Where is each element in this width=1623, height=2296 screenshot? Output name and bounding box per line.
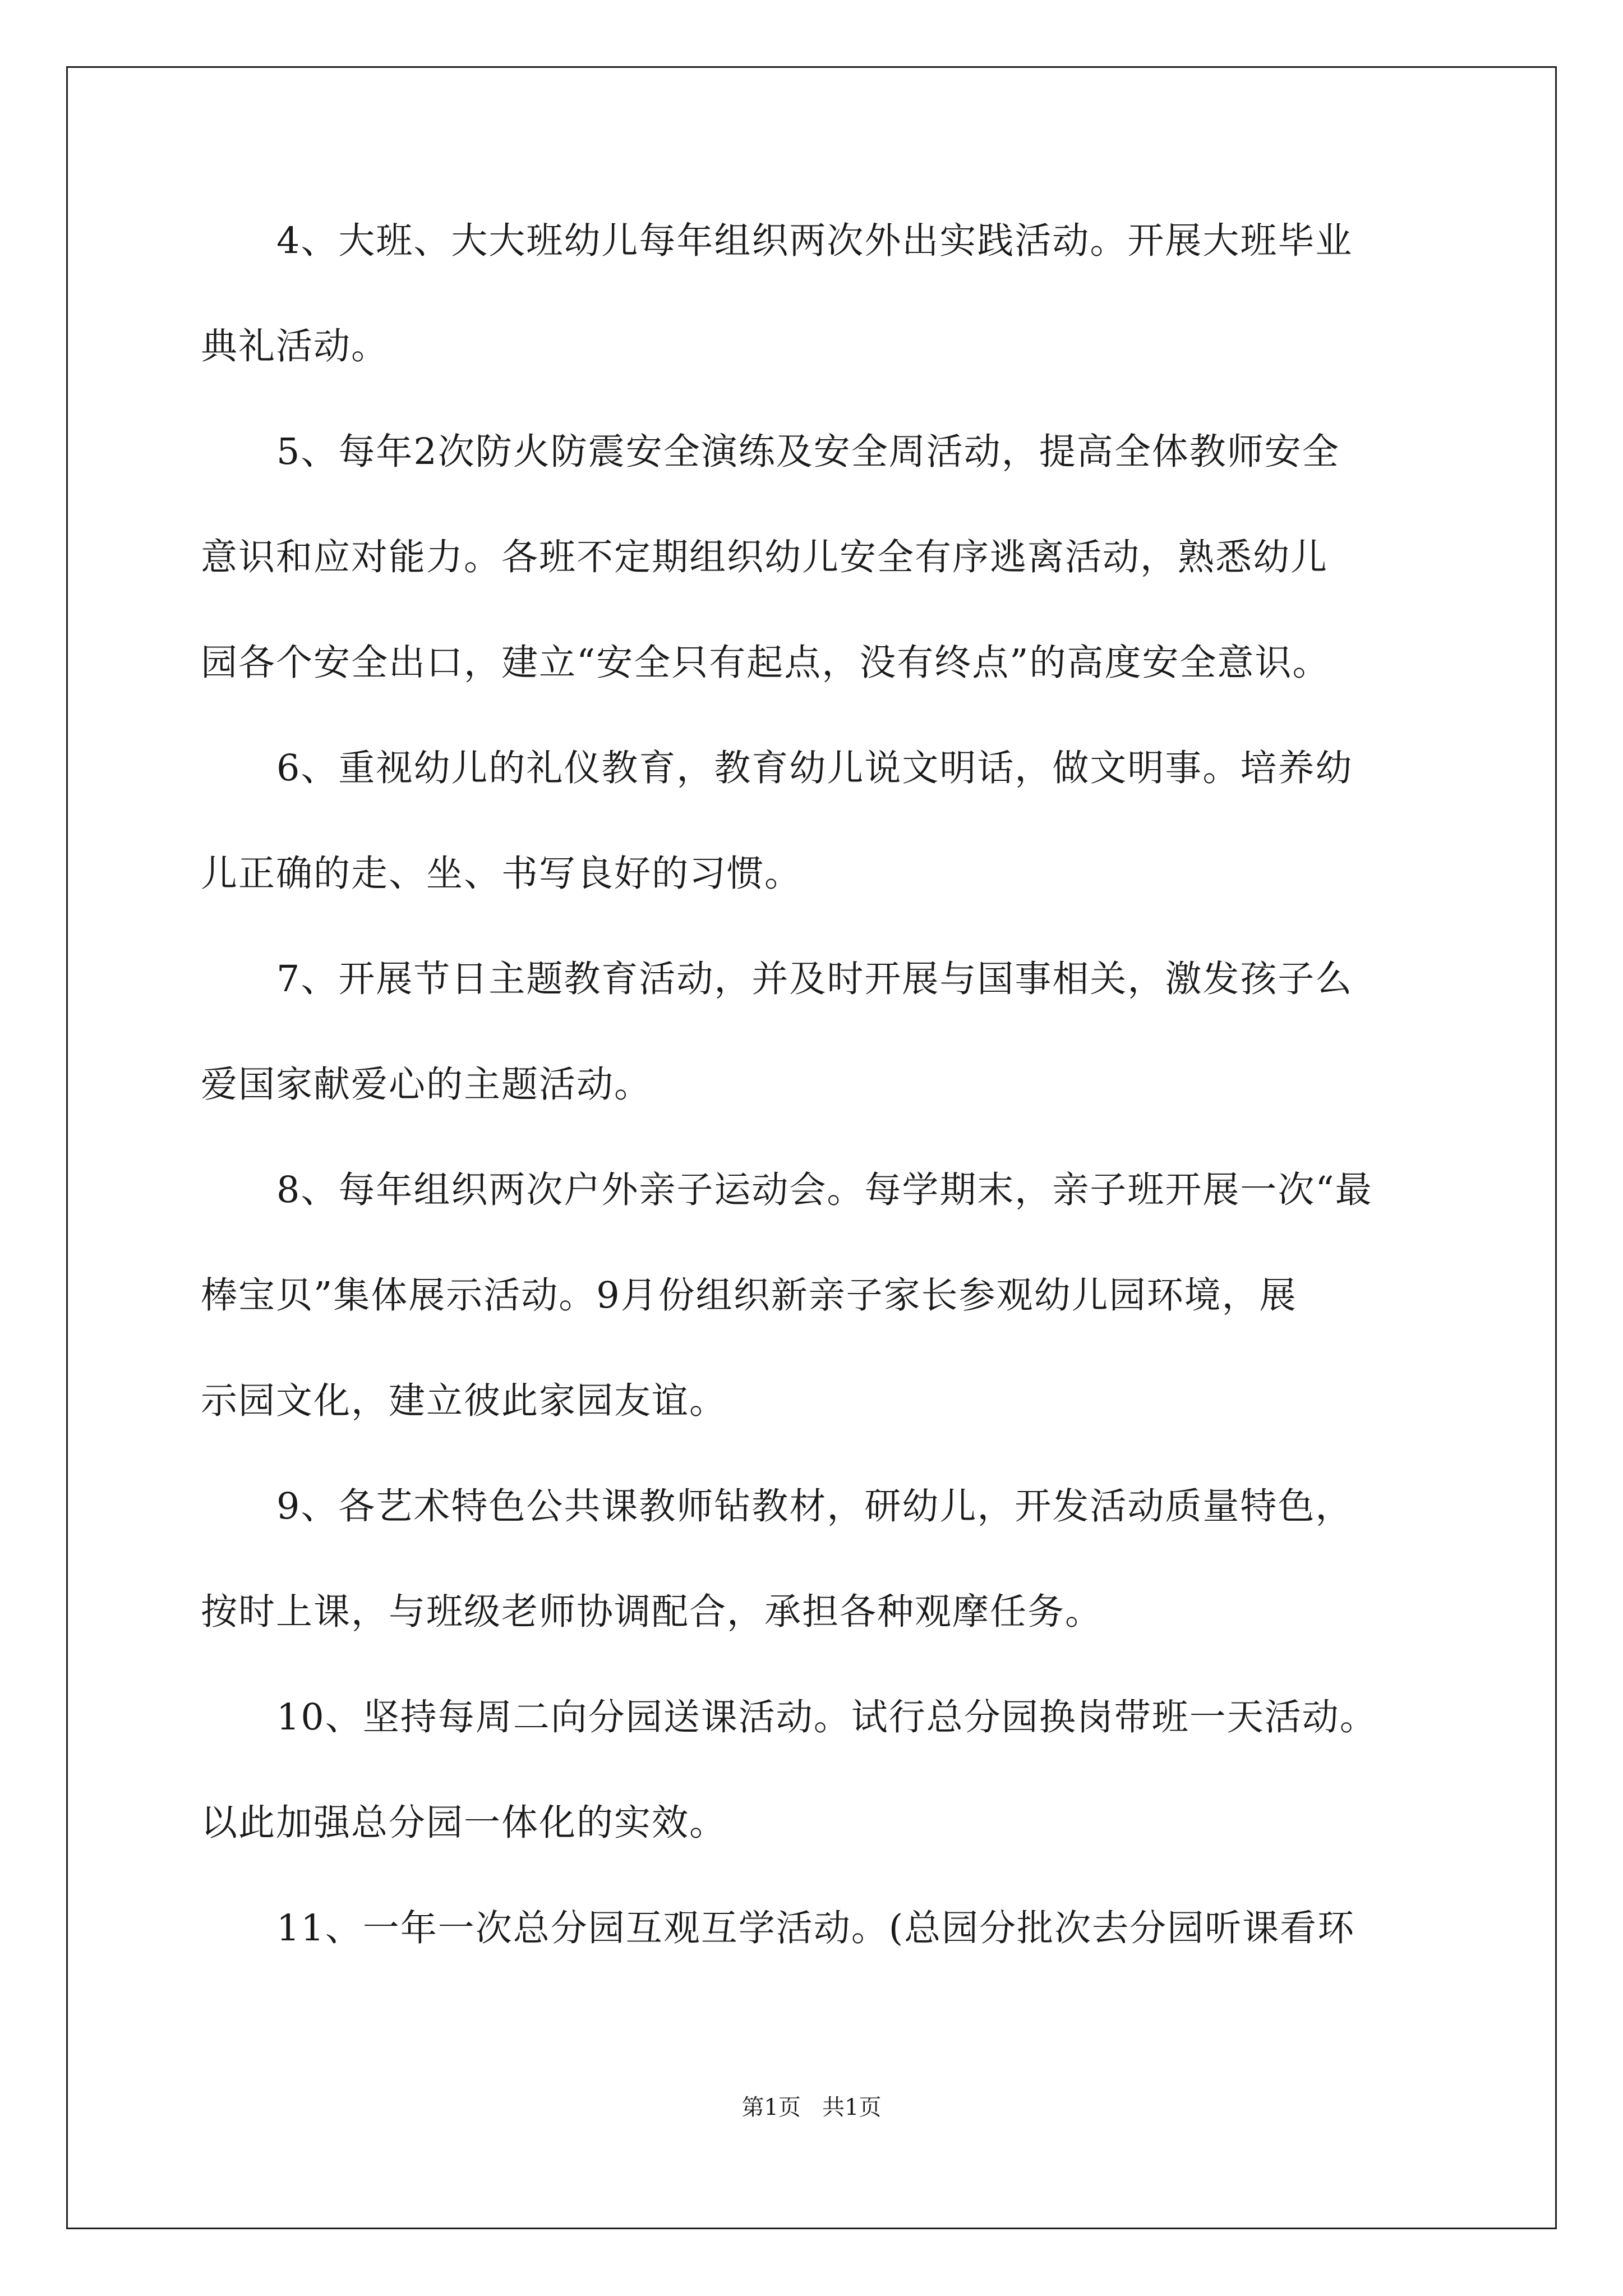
text-line: 10、坚持每周二向分园送课活动。试行总分园换岗带班一天活动。 [276,1696,1377,1738]
text-line: 7、开展节日主题教育活动，并及时开展与国事相关，激发孩子么 [276,958,1353,1000]
text-line: 5、每年2次防火防震安全演练及安全周活动，提高全体教师安全 [276,431,1340,473]
text-line: 意识和应对能力。各班不定期组织幼儿安全有序逃离活动，熟悉幼儿 [201,536,1329,578]
text-line: 儿正确的走、坐、书写良好的习惯。 [201,853,803,895]
page-footer: 第1页 共1页 [741,2095,882,2120]
text-line: 6、重视幼儿的礼仪教育，教育幼儿说文明话，做文明事。培养幼 [276,747,1353,789]
text-line: 9、各艺术特色公共课教师钻教材，研幼儿，开发活动质量特色， [276,1485,1353,1527]
text-line: 棒宝贝”集体展示活动。9月份组织新亲子家长参观幼儿园环境，展 [201,1274,1297,1317]
text-line: 8、每年组织两次户外亲子运动会。每学期末，亲子班开展一次“最 [276,1169,1373,1211]
text-line: 示园文化，建立彼此家园友谊。 [201,1380,727,1422]
text-line: 爱国家献爱心的主题活动。 [201,1064,652,1106]
text-line: 4、大班、大大班幼儿每年组织两次外出实践活动。开展大班毕业 [276,220,1353,262]
text-line: 典礼活动。 [201,325,389,367]
text-line: 以此加强总分园一体化的实效。 [201,1802,727,1844]
text-line: 园各个安全出口，建立“安全只有起点，没有终点”的高度安全意识。 [201,642,1330,684]
text-line: 11、一年一次总分园互观互学活动。(总园分批次去分园听课看环 [276,1907,1355,1949]
text-line: 按时上课，与班级老师协调配合，承担各种观摩任务。 [201,1591,1103,1633]
